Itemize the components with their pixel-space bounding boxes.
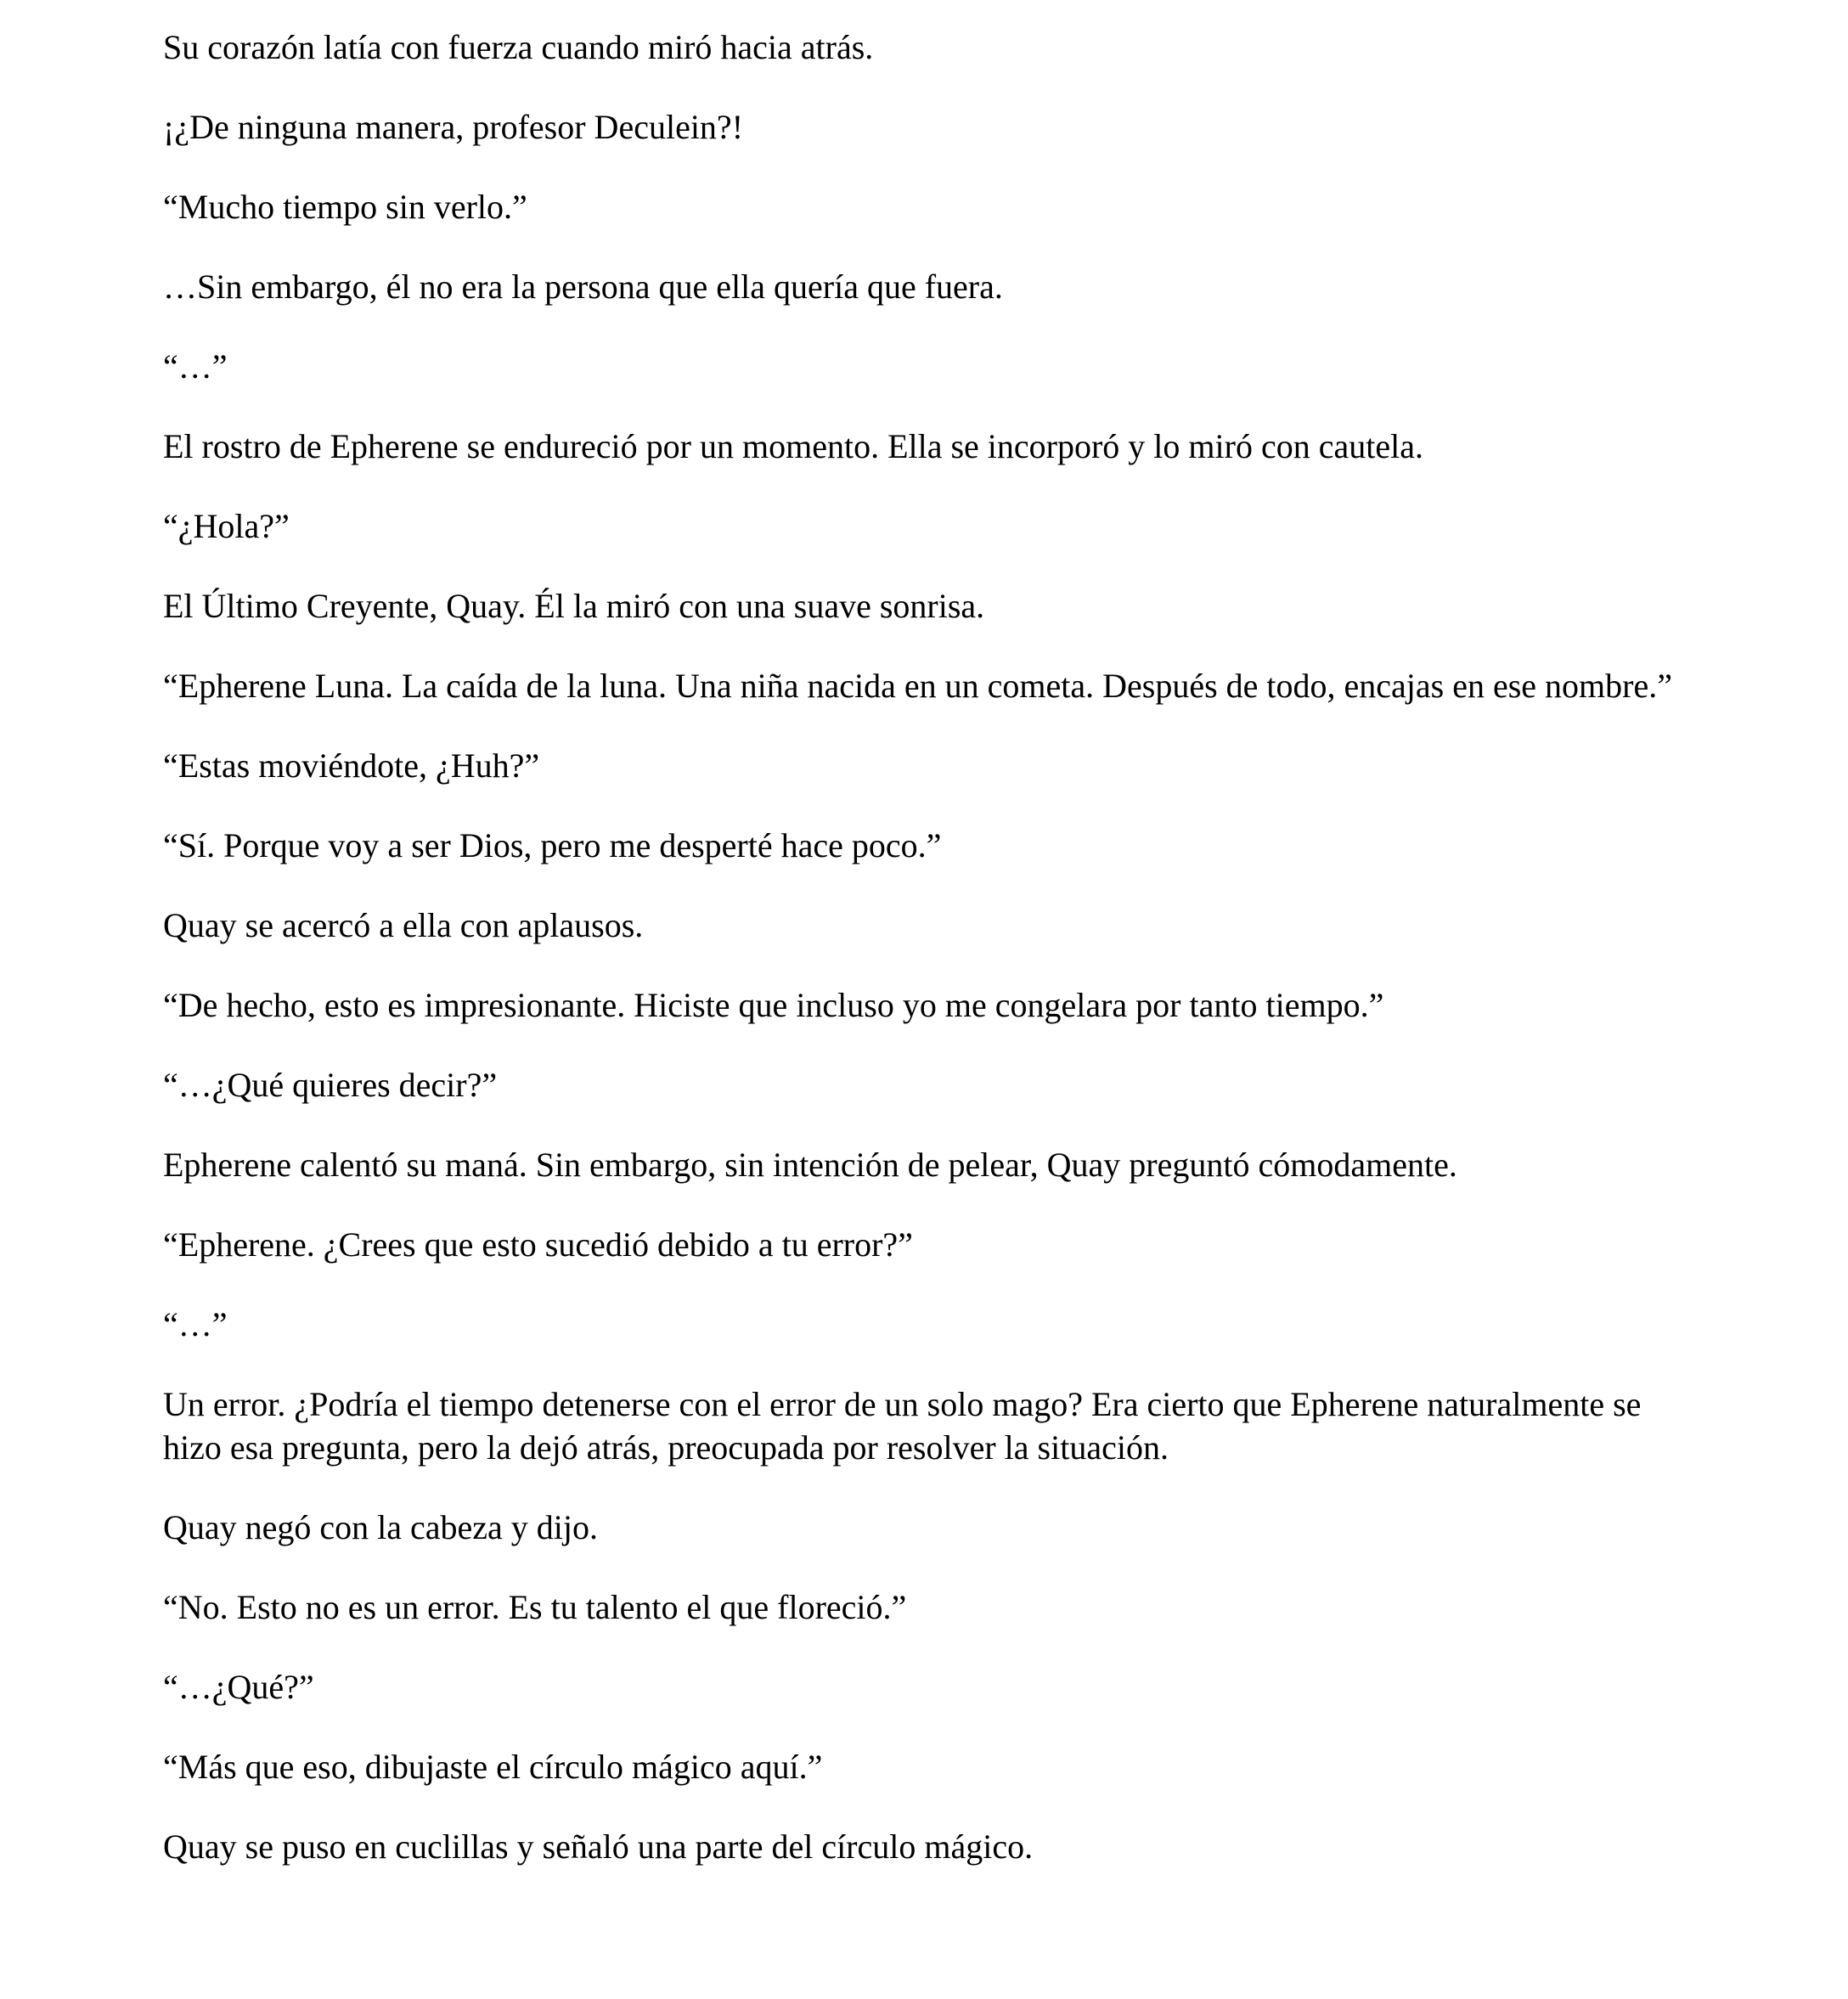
paragraph: “Epherene Luna. La caída de la luna. Una niña nacida en un cometa. Después de todo, encajas en ese nombre.” bbox=[163, 667, 1672, 705]
paragraph: “Estas moviéndote, ¿Huh?” bbox=[163, 746, 540, 785]
paragraph: “Epherene. ¿Crees que esto sucedió debido a tu error?” bbox=[163, 1225, 913, 1264]
paragraph: El Último Creyente, Quay. Él la miró con una suave sonrisa. bbox=[163, 587, 985, 625]
paragraph: “…” bbox=[163, 347, 228, 386]
paragraph: “…¿Qué quieres decir?” bbox=[163, 1066, 498, 1104]
paragraph: Quay se acercó a ella con aplausos. bbox=[163, 906, 644, 944]
paragraph: Epherene calentó su maná. Sin embargo, sin intención de pelear, Quay preguntó cómodamente. bbox=[163, 1146, 1457, 1184]
paragraph: “Sí. Porque voy a ser Dios, pero me desperté hace poco.” bbox=[163, 826, 942, 864]
paragraph: “No. Esto no es un error. Es tu talento el que floreció.” bbox=[163, 1588, 907, 1626]
paragraph: “…” bbox=[163, 1305, 228, 1343]
paragraph: “…¿Qué?” bbox=[163, 1668, 314, 1706]
paragraph: “De hecho, esto es impresionante. Hiciste que incluso yo me congelara por tanto tiempo.” bbox=[163, 986, 1384, 1024]
paragraph: “Mucho tiempo sin verlo.” bbox=[163, 188, 527, 226]
paragraph: “¿Hola?” bbox=[163, 507, 290, 545]
paragraph: El rostro de Epherene se endureció por un momento. Ella se incorporó y lo miró con cautela. bbox=[163, 427, 1423, 465]
paragraph: ¡¿De ninguna manera, profesor Deculein?! bbox=[163, 108, 744, 146]
paragraph: Quay se puso en cuclillas y señaló una parte del círculo mágico. bbox=[163, 1827, 1034, 1866]
paragraph: Su corazón latía con fuerza cuando miró hacia atrás. bbox=[163, 28, 874, 66]
paragraph: “Más que eso, dibujaste el círculo mágico aquí.” bbox=[163, 1748, 823, 1786]
paragraph: Un error. ¿Podría el tiempo detenerse con el error de un solo mago? Era cierto que Epherene naturalmente se hizo esa pregunta, pero la dejó atrás, preocupada por resolver la situación. bbox=[163, 1385, 1642, 1467]
paragraph: …Sin embargo, él no era la persona que ella quería que fuera. bbox=[163, 267, 1003, 306]
document-body bbox=[163, 25, 1692, 1905]
paragraph: Quay negó con la cabeza y dijo. bbox=[163, 1508, 599, 1546]
